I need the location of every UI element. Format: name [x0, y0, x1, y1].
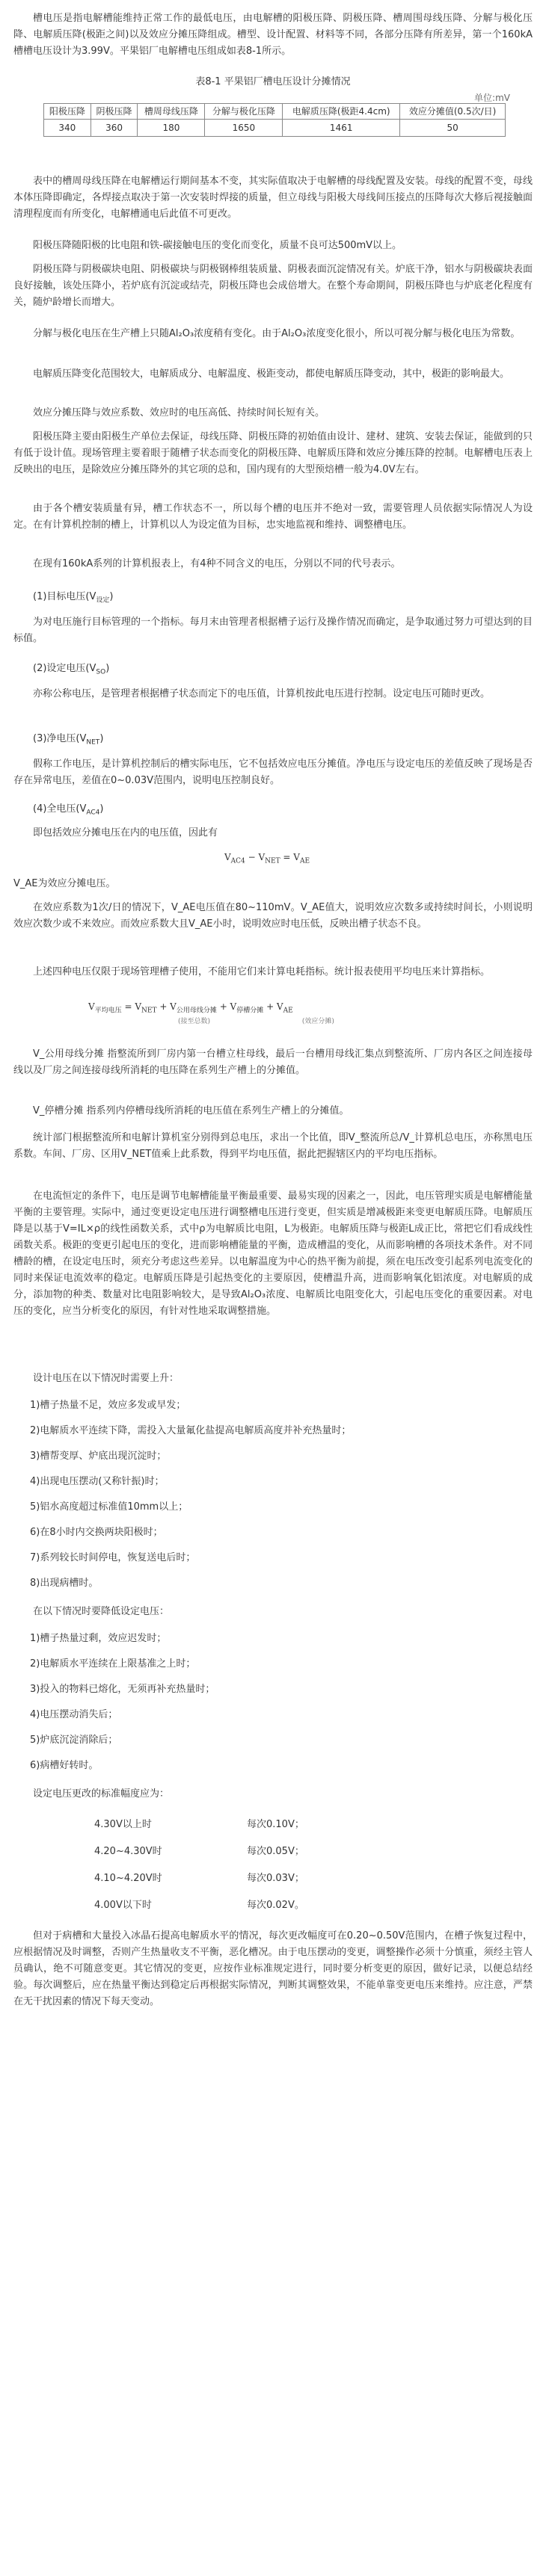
- table-row: [44, 120, 506, 137]
- list-item: 8)出现病槽时。: [30, 1578, 99, 1589]
- formula-term: = V: [280, 852, 300, 862]
- heading-full-voltage: [13, 801, 533, 821]
- body-section-14: [13, 876, 533, 892]
- table-unit: 单位:mV: [474, 93, 510, 103]
- paragraph: V_AE为效应分摊电压。: [13, 878, 116, 889]
- table-header-cell: 阳极压降: [44, 104, 91, 120]
- body-section-5: [13, 366, 533, 383]
- paragraph: 电解质压降变化范围较大，电解质成分、电解温度、极距变动，都使电解质压降变动，其中，极距的影响最大。: [33, 368, 510, 380]
- paragraph: 亦称公称电压，是管理者根据槽子状态而定下的电压值，计算机按此电压进行控制。设定电压可随时更改。: [33, 688, 491, 699]
- heading-subscript: AC4: [86, 809, 100, 817]
- paragraph: 统计部门根据整流所和电解计算机室分别得到总电压，求出一个比值，即V_整流所总/V_计算机总电压，亦称黑电压系数。车间、厂房、区用V_NET值乘上此系数，得到平均电压值，据此把握辖区内的平均电压指标。: [13, 1132, 533, 1160]
- paragraph: 阳极压降主要由阳极生产单位去保证，母线压降、阴极压降的初始值由设计、建材、建筑、安装去保证，能做到的只有低于设计值。现场管理主要着眼于随槽子状态而变化的阴极压降、电解质压降和效应分摊压降的控制。电解槽电压表上反映出的电压，是除效应分摊压降外的其它项的总和，国内现有的大型预焙槽一般为4.0V左右。: [13, 431, 533, 475]
- heading-target-voltage: [13, 589, 533, 609]
- paragraph: V_停槽分摊 指系列内停槽母线所消耗的电压值在系列生产槽上的分摊值。: [33, 1105, 349, 1116]
- heading-text: (1)目标电压(V: [33, 591, 96, 602]
- heading-text-end: ): [99, 733, 104, 744]
- formula-sub: 公用母线分摊: [176, 1007, 217, 1015]
- heading-text-end: ): [99, 803, 104, 815]
- paragraph: 槽电压是指电解槽能维持正常工作的最低电压，由电解槽的阳极压降、阴极压降、槽周围母线压降、分解与极化压降、电解质压降(极距之间)以及效应分摊压降组成。槽型、设计配置、材料等不同，各部分压降有所差异，第一个160kA槽槽电压设计为3.99V。平果铝厂电解槽电压组成如表8-1所示。: [13, 13, 533, 57]
- list-item: 6)在8小时内交换两块阳极时；: [30, 1527, 163, 1538]
- body-section-3: [13, 262, 533, 311]
- list-item: 1)槽子热量不足，效应多发或早发；: [30, 1400, 186, 1411]
- heading-subscript: SO: [96, 668, 106, 676]
- body-section-7: [13, 429, 533, 478]
- formula-term: = V: [121, 1001, 142, 1012]
- formula-average-voltage: [88, 1001, 458, 1025]
- list-item: 5)铝水高度超过标准值10mm以上；: [30, 1501, 188, 1513]
- table-cell: 340: [44, 120, 91, 137]
- list-item: 3)槽帮变厚、炉底出现沉淀时；: [30, 1451, 167, 1462]
- formula-sub: AE: [299, 857, 310, 865]
- voltage-range: 4.20~4.30V时: [94, 1846, 162, 1857]
- body-section-16: [13, 964, 533, 980]
- table-caption: 表8-1 平果铝厂槽电压设计分摊情况: [195, 76, 351, 87]
- formula-sub: 停槽分摊: [236, 1007, 264, 1015]
- formula-term: V: [88, 1001, 95, 1012]
- formula-note: (效应分摊): [301, 1018, 334, 1026]
- voltage-range: 4.00V以下时: [94, 1900, 152, 1911]
- list-item: 7)系列较长时间停电，恢复送电后时；: [30, 1552, 196, 1563]
- body-section-1: [13, 173, 533, 223]
- paragraph: 在以下情况时要降低设定电压：: [33, 1606, 170, 1617]
- formula-full-voltage: [224, 852, 310, 865]
- voltage-table: [43, 103, 506, 137]
- paragraph: 设定电压更改的标准幅度应为：: [33, 1788, 170, 1800]
- paragraph: 阳极压降随阳极的比电阻和铁-碳接触电压的变化而变化，质量不良可达500mV以上。: [33, 240, 402, 251]
- body-section-15: [13, 900, 533, 933]
- list-item: 3)投入的物料已熔化，无须再补充热量时；: [30, 1684, 215, 1695]
- paragraph: 但对于病槽和大量投入冰晶石提高电解质水平的情况，每次更改幅度可在0.20~0.50V范围内，在槽子恢复过程中，应根据情况及时调整，否则产生热量收支不平衡，恶化槽况。由于电压摆动的变更，调整操作必须十分慎重，须经主管人员确认，绝不可随意变更。其它情况的变更，应按作业标准规定进行，同时要分析变更的原因，做好记录，以便总结经验。每次调整后，应在热量平衡达到稳定后再根据实际情况，判断其调整效果，不能单靠变更电压来维持。应注意，严禁在无干扰因素的情况下每天变动。: [13, 1930, 533, 2007]
- table-cell: 1650: [205, 120, 283, 137]
- body-section-18: [13, 1103, 533, 1119]
- formula-sub: AC4: [230, 857, 245, 865]
- paragraph: 由于各个槽安装质量有异，槽工作状态不一，所以每个槽的电压并不绝对一致，需要管理人员依据实际情况人为设定。在有计算机控制的槽上，计算机以人为设定值为目标，忠实地监视和维持、调整槽电压。: [13, 503, 533, 531]
- list-item: 5)炉底沉淀消除后；: [30, 1735, 118, 1746]
- formula-term: + V: [216, 1001, 237, 1012]
- table-cell: 180: [138, 120, 205, 137]
- body-section-2: [13, 238, 533, 254]
- voltage-range: 4.10~4.20V时: [94, 1873, 162, 1884]
- paragraph: 在电流恒定的条件下，电压是调节电解槽能量平衡最重要、最易实现的因素之一，因此，电压管理实质是电解槽能量平衡的主要管理。实际中，通过变更设定电压进行调整槽电压进行变更，但实质是增减极距来变更电解质压降。电解质压降是以基于V=IL×ρ的线性函数关系，式中ρ为电解质比电阻，L为极距。电解质压降与极距L成正比，常把它们看成线性函数关系。极距的变更引起电压的变化，进而影响槽能量的平衡，造成槽温的变化，从而影响槽的各项技术条件。对不同槽龄的槽，在设定电压时，须充分考虑这些差异。以电解温度为中心的热平衡为前提，须在电压改变引起系列电流变化的同时来保证电流效率的稳定。电解质压降是引起热变化的主要原因，使槽温升高，进而影响氧化铝浓度。对电解质的成分，添加物的种类、数量对比电阻影响较大，是导致Al₂O₃浓度、电解质比电阻变化大，引起电压变化的重要因素。对电压的变化，应当分析变化的原因，有针对性地采取调整措施。: [13, 1190, 533, 1317]
- formula-term: + V: [263, 1001, 283, 1012]
- paragraph: 假称工作电压，是计算机控制后的槽实际电压，它不包括效应电压分摊值。净电压与设定电压的差值反映了现场是否存在异常电压，差值在0~0.03V范围内，说明电压控制良好。: [13, 759, 533, 786]
- paragraph: 上述四种电压仅限于现场管理槽子使用，不能用它们来计算电耗指标。统计报表使用平均电压来计算指标。: [33, 966, 491, 977]
- table-header-cell: 效应分摊值(0.5次/日): [400, 104, 506, 120]
- table-cell: 1461: [283, 120, 400, 137]
- body-section-20: [13, 1188, 533, 1320]
- body-section-24: [13, 1928, 533, 2010]
- table-header-cell: 电解质压降(极距4.4cm): [283, 104, 400, 120]
- heading-set-voltage: [13, 661, 533, 681]
- formula-term: − V: [245, 852, 266, 862]
- body-section-23: [13, 1786, 533, 1803]
- body-section-12: [13, 756, 533, 789]
- list-item: 2)电解质水平连续在上限基准之上时；: [30, 1658, 196, 1670]
- paragraph: 表中的槽周母线压降在电解槽运行期间基本不变，其实际值取决于电解槽的母线配置及安装。母线的配置不变，母线本体压降即确定，各焊接点取决于第一次安装时焊接的质量，但立母线与阳极大母线间压接点的压降每次大修后视接触面清理程度而有所变化，电解槽通电后此值不可更改。: [13, 176, 533, 220]
- paragraph: 即包括效应分摊电压在内的电压值，因此有: [33, 827, 218, 838]
- paragraph: V_公用母线分摊 指整流所到厂房内第一台槽立柱母线，最后一台槽用母线汇集点到整流所、厂房内各区之间连接母线以及厂房之间连接母线所消耗的电压降在系列生产槽上的分摊值。: [13, 1048, 533, 1076]
- body-section-4: [13, 326, 533, 342]
- heading-net-voltage: [13, 731, 533, 751]
- intro-paragraph: [13, 10, 533, 60]
- voltage-step: 每次0.05V；: [247, 1846, 304, 1857]
- list-item: 1)槽子热量过剩，效应迟发时；: [30, 1633, 167, 1644]
- heading-text-end: ): [105, 663, 110, 674]
- heading-text: (3)净电压(V: [33, 733, 87, 744]
- table-cell: 360: [91, 120, 138, 137]
- body-section-13: [13, 825, 533, 841]
- heading-text-end: ): [109, 591, 114, 602]
- formula-sub: AE: [283, 1007, 293, 1015]
- paragraph: 分解与极化电压在生产槽上只随Al₂O₃浓度稍有变化。由于Al₂O₃浓度变化很小，所以可视分解与极化电压为常数。: [33, 328, 521, 339]
- table-header-cell: 分解与极化压降: [205, 104, 283, 120]
- body-section-17: [13, 1046, 533, 1079]
- body-section-6: [13, 405, 533, 421]
- body-section-9: [13, 556, 533, 572]
- heading-text: (2)设定电压(V: [33, 663, 96, 674]
- list-item: 4)电压摆动消失后；: [30, 1709, 118, 1720]
- formula-term: V: [224, 852, 231, 862]
- list-item: 2)电解质水平连续下降，需投入大量氟化盐提高电解质高度并补充热量时；: [30, 1425, 352, 1436]
- voltage-step: 每次0.02V。: [247, 1900, 304, 1911]
- paragraph: 在现有160kA系列的计算机报表上，有4种不同含义的电压，分别以不同的代号表示。: [33, 558, 401, 569]
- formula-note: (接至总数): [178, 1018, 211, 1026]
- body-section-11: [13, 686, 533, 702]
- body-section-22: [13, 1604, 533, 1620]
- table-header-row: [44, 104, 506, 120]
- table-header-cell: 槽周母线压降: [138, 104, 205, 120]
- voltage-step: 每次0.10V；: [247, 1819, 304, 1830]
- body-section-10: [13, 614, 533, 647]
- paragraph: 效应分摊压降与效应系数、效应时的电压高低、持续时间长短有关。: [33, 407, 325, 418]
- paragraph: 在效应系数为1次/日的情况下，V_AE电压值在80~110mV。V_AE值大，说明效应次数多或持续时间长，小则说明效应次数少或不来效应。而效应系数大且V_AE小时，说明效应时电压低，反映出槽子状态不良。: [13, 902, 533, 930]
- heading-text: (4)全电压(V: [33, 803, 87, 815]
- list-item: 6)病槽好转时。: [30, 1760, 99, 1771]
- table-header-cell: 阴极压降: [91, 104, 138, 120]
- body-section-21: [13, 1371, 533, 1387]
- table-cell: 50: [400, 120, 506, 137]
- formula-term: + V: [156, 1001, 177, 1012]
- formula-sub: NET: [141, 1007, 157, 1015]
- body-section-8: [13, 501, 533, 534]
- heading-subscript: 设定: [96, 596, 110, 605]
- voltage-step: 每次0.03V；: [247, 1873, 304, 1884]
- paragraph: 阴极压降与阴极碳块电阻、阴极碳块与阴极钢棒组装质量、阴极表面沉淀情况有关。炉底干净，铝水与阴极碳块表面良好接触，该处压降小，若炉底有沉淀或结壳，阴极压降也会成倍增大。在整个寿命期间，阴极压降也与炉底老化程度有关，随炉龄增长而增大。: [13, 264, 533, 308]
- voltage-range: 4.30V以上时: [94, 1819, 152, 1830]
- formula-sub: NET: [265, 857, 280, 865]
- body-section-19: [13, 1130, 533, 1163]
- formula-sub: 平均电压: [94, 1007, 122, 1015]
- paragraph: 为对电压施行目标管理的一个指标。每月末由管理者根据槽子运行及操作情况而确定，是争取通过努力可望达到的目标值。: [13, 617, 533, 644]
- heading-subscript: NET: [86, 738, 100, 747]
- list-item: 4)出现电压摆动(又称针振)时；: [30, 1476, 165, 1487]
- paragraph: 设计电压在以下情况时需要上升：: [33, 1373, 180, 1384]
